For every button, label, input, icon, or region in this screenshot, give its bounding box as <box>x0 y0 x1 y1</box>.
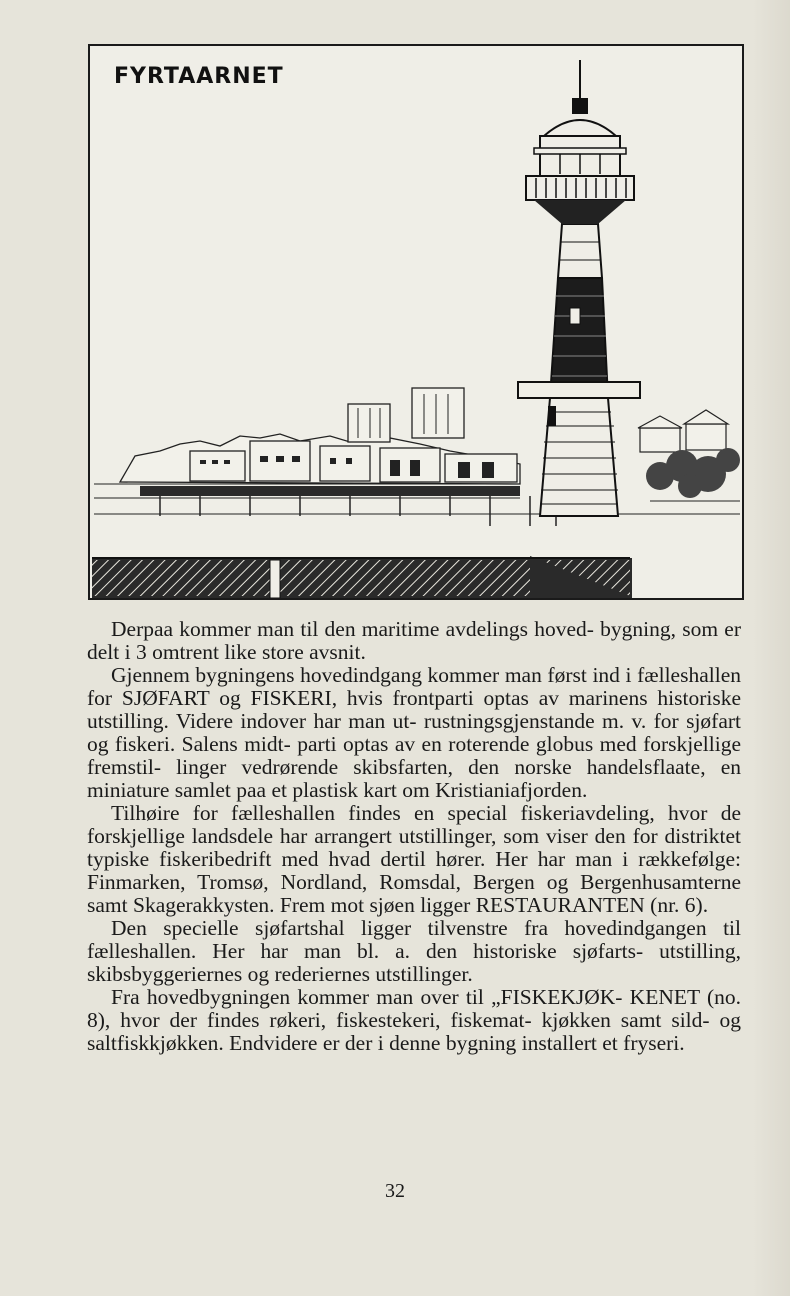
paragraph: Fra hovedbygningen kommer man over til „FISKEKJØK- KENET (no. 8), hvor der findes røkeri, fiskestekeri, fiskemat- kjøkken samt sild- og saltfiskkjøkken. Endvidere er der i denne bygning installert et fryseri. <box>87 985 741 1055</box>
paragraph: Den specielle sjøfartshal ligger tilvenstre fra hovedindgangen til fælleshallen. Her har man bl. a. den historiske sjøfarts- utstilling, skibsbyggeriernes og rederiernes utstillinger. <box>87 916 741 986</box>
illustration-title: FYRTAARNET <box>114 64 284 89</box>
paragraph: Gjennem bygningens hovedindgang kommer man først ind i fælleshallen for SJØFART og FISKERI, hvis frontparti optas av marinens historiske utstilling. Videre indover har man ut- rustningsgjenstande m. v. for sjøfart og fiskeri. Salens midt- parti optas av en roterende globus med forskjellige fremstil- linger vedrørende skibsfarten, den norske handelsflaate, en miniature samlet paa et plastisk kart om Kristianiafjorden. <box>87 663 741 802</box>
lighthouse-tower <box>518 60 640 516</box>
body-text <box>87 618 741 1055</box>
lighthouse-drawing <box>90 46 742 598</box>
paragraph: Derpaa kommer man til den maritime avdelings hoved- bygning, som er delt i 3 omtrent like store avsnit. <box>87 617 741 664</box>
paragraph: Tilhøire for fælleshallen findes en special fiskeriavdeling, hvor de forskjellige landsdele har arrangert utstillinger, som viser den for distriktet typiske fiskeribedrift med hvad dertil hører. Her har man i rækkefølge: Finmarken, Tromsø, Nordland, Romsdal, Bergen og Bergenhusamterne samt Skagerakkysten. Frem mot sjøen ligger RESTAURANTEN (nr. 6). <box>87 801 741 917</box>
lighthouse-illustration <box>88 44 744 600</box>
page-edge <box>752 0 790 1296</box>
page-number: 32 <box>385 1180 405 1202</box>
